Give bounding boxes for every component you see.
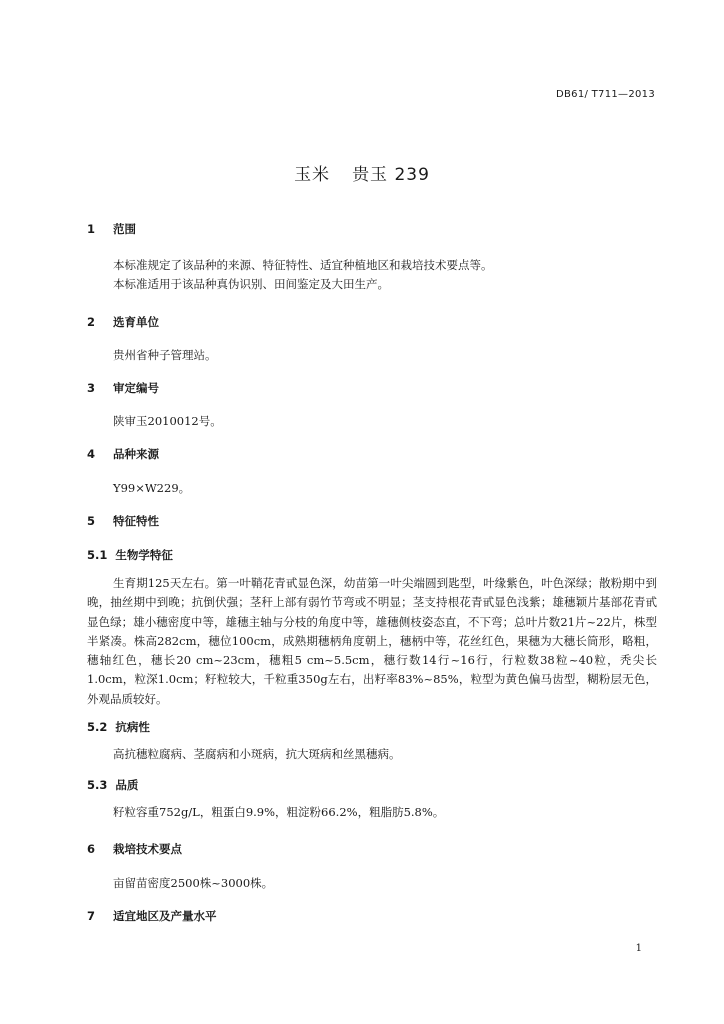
section-heading-7: [87, 908, 217, 924]
section-number: 2: [87, 315, 96, 329]
paragraph: 亩留苗密度2500株~3000株。: [113, 876, 274, 890]
page-number: 1: [635, 943, 642, 954]
section-title: 审定编号: [113, 381, 160, 395]
section-body-1: [87, 256, 657, 295]
section-number: 5: [87, 514, 96, 528]
section-number: 7: [87, 909, 96, 923]
section-number: 5.1: [87, 548, 108, 562]
section-number: 5.2: [87, 720, 108, 734]
section-body-3: [87, 412, 657, 431]
section-title: 栽培技术要点: [113, 842, 183, 856]
section-heading-5-2: [87, 719, 150, 735]
section-body-4: [87, 479, 657, 498]
section-number: 4: [87, 447, 96, 461]
section-body-5-2: [87, 745, 657, 764]
paragraph: 高抗穗粒腐病、茎腐病和小斑病，抗大斑病和丝黑穗病。: [113, 747, 401, 761]
section-number: 1: [87, 222, 96, 236]
paragraph: 本标准规定了该品种的来源、特征特性、适宜种植地区和栽培技术要点等。: [113, 258, 493, 272]
section-title: 范围: [113, 222, 137, 236]
section-number: 5.3: [87, 778, 108, 792]
section-number: 3: [87, 381, 96, 395]
section-heading-5-1: [87, 547, 173, 563]
paragraph: 籽粒容重752g/L，粗蛋白9.9%，粗淀粉66.2%，粗脂肪5.8%。: [113, 805, 445, 819]
section-body-5-3: [87, 803, 657, 822]
paragraph: 生育期125天左右。第一叶鞘花青甙显色深，幼苗第一叶尖端圆到匙型，叶缘紫色，叶色深绿；散粉期中到晚，抽丝期中到晚；抗倒伏强；茎秆上部有弱竹节弯或不明显；茎支持根花青甙显色浅紫；雄穗颖片基部花青甙显色绿；雄小穗密度中等，雄穗主轴与分枝的角度中等，雄穗侧枝姿态直，不下弯；总叶片数21片~22片，株型半紧凑。株高282cm，穗位100cm，成熟期穗柄角度朝上，穗柄中等，花丝红色，果穗为大穗长筒形，略粗，穗轴红色，穗长20 cm~23cm，穗粗5 cm~5.5cm，穗行数14行~16行，行粒数38粒~40粒，秃尖长1.0cm，粒深1.0cm；籽粒较大，千粒重350g左右，出籽率83%~85%，粒型为黄色偏马齿型，糊粉层无色，外观品质较好。: [87, 576, 657, 706]
section-body-2: [87, 346, 657, 365]
section-heading-1: [87, 221, 136, 237]
document-title: [0, 160, 724, 185]
section-title: 适宜地区及产量水平: [113, 909, 217, 923]
section-heading-3: [87, 380, 159, 396]
paragraph: Y99×W229。: [113, 481, 191, 495]
section-title: 选育单位: [113, 315, 160, 329]
section-title: 品质: [115, 778, 139, 792]
paragraph: 本标准适用于该品种真伪识别、田间鉴定及大田生产。: [113, 277, 389, 292]
document-number: DB61/ T711—2013: [556, 89, 655, 100]
section-title: 抗病性: [115, 720, 150, 734]
section-number: 6: [87, 842, 96, 856]
section-title: 特征特性: [113, 514, 160, 528]
section-title: 品种来源: [113, 447, 160, 461]
section-heading-5: [87, 513, 159, 529]
section-body-5-1: [87, 574, 657, 709]
section-heading-6: [87, 841, 182, 857]
section-heading-2: [87, 314, 159, 330]
section-heading-5-3: [87, 777, 138, 793]
section-heading-4: [87, 446, 159, 462]
paragraph: 陕审玉2010012号。: [113, 414, 222, 428]
section-body-6: [87, 874, 657, 893]
title-variety: 贵玉 239: [352, 165, 430, 185]
paragraph: 贵州省种子管理站。: [113, 348, 217, 362]
section-title: 生物学特征: [115, 548, 173, 562]
title-crop: 玉米: [294, 165, 331, 185]
